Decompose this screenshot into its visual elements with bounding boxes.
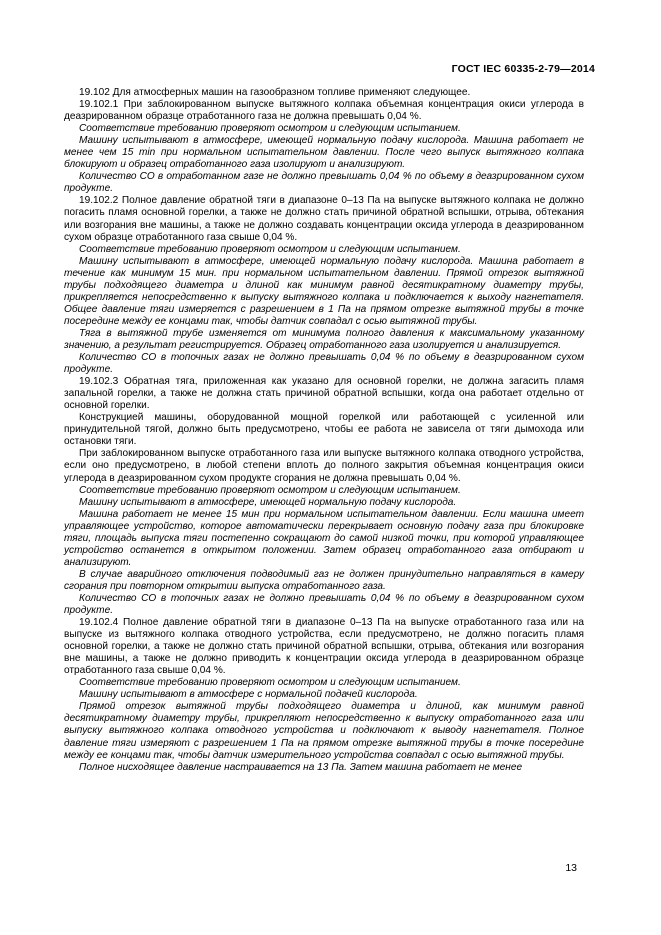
body-paragraph: 19.102 Для атмосферных машин на газообразном топливе применяют следующее. xyxy=(79,87,471,98)
body-paragraph: Полное нисходящее давление настраивается на 13 Па. Затем машина работает не менее xyxy=(79,761,523,773)
body-paragraph: Машину испытывают в атмосфере с нормальной подачей кислорода. xyxy=(79,689,418,701)
body-paragraph: При заблокированном выпуске отработанного газа или выпуске вытяжного колпака отводного устройства, если оно предусмотрено, в любой степени вплоть до полного закрытия объемная концентрация окиси углерода в деазрированном сухом продукте сгорания не должна превышать 0,04 %. xyxy=(64,448,584,484)
body-paragraph: Количество СО в отработанном газе не должно превышать 0,04 % по объему в деазрированном сухом продукте. xyxy=(64,171,584,195)
document-header: ГОСТ IEC 60335-2-79—2014 xyxy=(451,63,595,75)
body-paragraph: 19.102.4 Полное давление обратной тяги в диапазоне 0–13 Па на выпуске отработанного газа или на выпуске из вытяжного колпака отводного устройства, если предусмотрено, не должно погасить пламя основной горелки, а также не должно стать причиной обратной вспышки, отрыва, обтекания или возгорания вне машины, а также не должно приводить к концентрации оксида углерода в деазрированном образце отработанного газа свыше 0,04 %. xyxy=(64,617,584,677)
body-paragraph: Количество СО в топочных газах не должно превышать 0,04 % по объему в деазрированном сухом продукте. xyxy=(64,352,584,376)
body-paragraph: Соответствие требованию проверяют осмотром и следующим испытанием. xyxy=(79,484,461,496)
body-paragraph: 19.102.2 Полное давление обратной тяги в диапазоне 0–13 Па на выпуске вытяжного колпака не должно погасить пламя основной горелки, а также не должно стать причиной обратной вспышки, отрыва, обтекания или возгорания вне машины, а также не должно создавать концентрации оксида углерода в деазрированном сухом образце отработанного газа свыше 0,04 %. xyxy=(64,195,584,243)
body-paragraph: Машину испытывают в атмосфере, имеющей нормальную подачу кислорода. Машина работает не менее чем 15 min при нормальном испытательном давлении. После чего выпуск вытяжного колпака блокируют и образец отработанного газа изолируют и анализируют. xyxy=(64,135,584,171)
body-paragraph: Машина работает не менее 15 мин при нормальном испытательном давлении. Если машина имеет управляющее устройство, которое автоматически перекрывает основную подачу газа при блокировке тяги, площадь выпуска тяги постепенно сокращают до самой низкой точки, при которой управляющее устройство останется в открытом положении. Затем образец отработанного газа отбирают и анализируют. xyxy=(64,508,584,568)
body-paragraph: В случае аварийного отключения подводимый газ не должен принудительно направляться в камеру сгорания при повторном открытии выпуска отработанного газа. xyxy=(64,568,584,592)
body-paragraph: 19.102.3 Обратная тяга, приложенная как указано для основной горелки, не должна загасить пламя запальной горелки, а также не должна стать причиной обратной вспышки, когда она работает отдельно от основной горелки. xyxy=(64,376,584,412)
body-paragraph: 19.102.1 При заблокированном выпуске вытяжного колпака объемная концентрация окиси углерода в деазрированном образце отработанного газа не должна превышать 0,04 %. xyxy=(64,99,584,123)
document-body xyxy=(64,87,584,774)
body-paragraph: Количество СО в топочных газах не должно превышать 0,04 % по объему в деазрированном сухом продукте. xyxy=(64,592,584,617)
body-paragraph: Соответствие требованию проверяют осмотром и следующим испытанием. xyxy=(79,243,461,255)
body-paragraph: Машину испытывают в атмосфере, имеющей нормальную подачу кислорода. Машина работает в течение как минимум 15 мин. при нормальном испытательном давлении. Прямой отрезок вытяжной трубы подходящего диаметра и длиной как минимум равной десятикратному диаметру трубы, прикрепляется непосредственно к выпуску вытяжного колпака и подключается к выходу нагнетателя. Общее давление тяги измеряется с разрешением в 1 Па на прямом отрезке вытяжной трубы в точке посередине между ее концами так, чтобы датчик совпадал с осью вытяжной трубы. xyxy=(64,255,584,327)
body-paragraph: Тяга в вытяжной трубе изменяется от минимума полного давления к максимальному указанному значению, а результат регистрируется. Образец отработанного газа изолируется и анализируется. xyxy=(64,327,584,351)
body-paragraph: Соответствие требованию проверяют осмотром и следующим испытанием. xyxy=(79,677,461,689)
body-paragraph: Машину испытывают в атмосфере, имеющей нормальную подачу кислорода. xyxy=(79,496,457,508)
body-paragraph: Прямой отрезок вытяжной трубы подходящего диаметра и длиной, как минимум равной десятикратному диаметру трубы, прикрепляют непосредственно к выпуску отработанного газа или выпуску вытяжного колпака отводного устройства и подключают к выводу нагнетателя. Полное давление тяги измеряют с разрешением 1 Па на прямом отрезке вытяжной трубы в точке посередине между ее концами так, чтобы датчик измерительного устройства совпадал с осью вытяжной трубы. xyxy=(64,701,584,761)
body-paragraph: Конструкцией машины, оборудованной мощной горелкой или работающей с усиленной или принудительной тягой, должно быть предусмотрено, чтобы ее работа не зависела от тяги дымохода или остановки тяги. xyxy=(64,412,584,448)
page-number: 13 xyxy=(565,862,577,874)
body-paragraph: Соответствие требованию проверяют осмотром и следующим испытанием. xyxy=(79,123,461,135)
